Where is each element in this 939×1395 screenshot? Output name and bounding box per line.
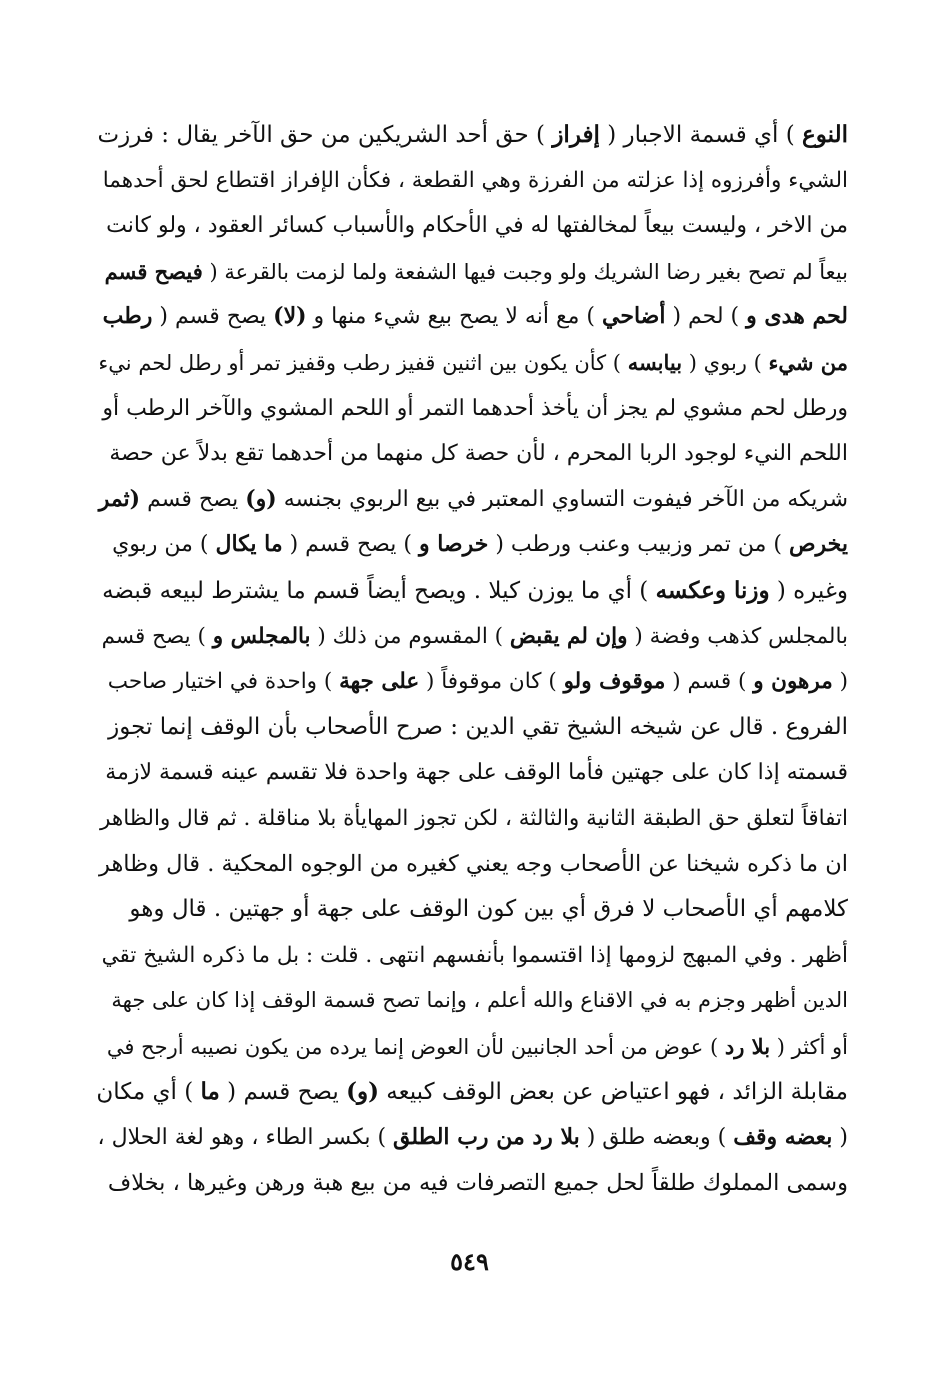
bold-term: بعضه وقف bbox=[733, 1124, 833, 1151]
text-segment: ) مع أنه لا يصح بيع شيء منها و bbox=[306, 304, 603, 330]
text-line bbox=[96, 568, 848, 614]
text-line bbox=[96, 933, 848, 979]
bold-term: لحم هدى و bbox=[746, 303, 848, 330]
text-segment: ) واحدة في اختيار صاحب bbox=[107, 669, 340, 695]
text-segment: ان ما ذكره شيخنا عن الأصحاب وجه يعني كغيره من الوجوه المحكية . قال وظاهر bbox=[99, 850, 848, 877]
bold-term: موقوف ولو bbox=[563, 669, 666, 695]
text-segment: ) لحم ( bbox=[665, 304, 747, 330]
bold-term: وزنا وعكسه bbox=[655, 576, 770, 604]
text-line bbox=[96, 158, 848, 204]
bold-term: ما يكال bbox=[215, 531, 283, 558]
bold-term: بيابسه bbox=[627, 349, 683, 375]
text-line bbox=[96, 112, 848, 158]
text-segment: ) أي ما يوزن كيلا . ويصح أيضاً قسم ما يشترط لبيعه قبضه bbox=[102, 577, 656, 604]
text-segment: يصح قسم ( bbox=[219, 1079, 347, 1106]
text-segment: كلامهم أي الأصحاب لا فرق أي بين كون الوقف على جهة أو جهتين . قال وهو bbox=[129, 896, 848, 923]
text-segment: ) يصح قسم ( bbox=[282, 532, 419, 558]
text-segment: ) أي مكان bbox=[96, 1079, 201, 1106]
text-segment: وغيره ( bbox=[769, 577, 848, 604]
bold-term: يخرص bbox=[788, 531, 848, 558]
text-segment: شريكه من الآخر فيفوت التساوي المعتبر في بيع الربوي بجنسه bbox=[276, 486, 848, 512]
text-line bbox=[96, 203, 848, 249]
text-line bbox=[96, 1069, 848, 1115]
text-line bbox=[96, 978, 848, 1024]
text-line bbox=[96, 1115, 848, 1161]
text-segment: ) كان موقوفاً ( bbox=[419, 669, 564, 695]
text-segment: ) من ربوي bbox=[112, 532, 216, 558]
bold-term: أضاحي bbox=[602, 303, 666, 330]
text-line bbox=[96, 477, 848, 523]
bold-term: (و) bbox=[346, 1078, 379, 1106]
text-line bbox=[96, 614, 848, 660]
text-segment: اتفاقاً لتعلق حق الطبقة الثانية والثالثة ، لكن تجوز المهايأة بلا مناقلة . ثم قال والظاهر bbox=[100, 805, 848, 831]
bold-term: خرصا و bbox=[418, 531, 489, 558]
text-segment: ورطل لحم مشوي لم يجز أن يأخذ أحدهما التمر أو اللحم المشوي والآخر الرطب أو bbox=[102, 395, 848, 421]
text-segment: الدين أظهر وجزم به في الاقناع والله أعلم ، وإنما تصح قسمة الوقف إذا كان على جهة bbox=[111, 988, 848, 1013]
text-line bbox=[96, 842, 848, 888]
bold-term: (لا) bbox=[273, 303, 307, 330]
text-line bbox=[96, 796, 848, 842]
text-line bbox=[96, 249, 848, 295]
text-segment: ) يصح قسم bbox=[101, 623, 213, 649]
bold-term: بلا رد من رب الطلق bbox=[393, 1124, 580, 1151]
text-segment: ) بكسر الطاء ، وهو لغة الحلال ، bbox=[97, 1125, 394, 1151]
text-segment: ) عوض من أحد الجانبين لأن العوض إنما يرده من يكون نصيبه أرجح في bbox=[106, 1034, 725, 1059]
bold-term: مرهون و bbox=[753, 669, 833, 695]
text-line bbox=[96, 431, 848, 477]
text-line bbox=[96, 340, 848, 386]
bold-term: بالمجلس و bbox=[212, 623, 311, 649]
text-segment: يصح قسم ( bbox=[152, 304, 274, 330]
text-segment: ) أي قسمة الاجبار ( bbox=[599, 122, 803, 148]
text-segment: ( bbox=[832, 1125, 848, 1151]
text-segment: أو أكثر ( bbox=[770, 1034, 848, 1059]
text-segment: بيعاً لم تصح بغير رضا الشريك ولو وجبت فيها الشفعة ولما لزمت بالقرعة ( bbox=[202, 259, 848, 284]
bold-term: من شيء bbox=[768, 349, 848, 375]
text-segment: الشيء وأفرزوه إذا عزلته من الفرزة وهي القطعة ، فكأن الإفراز اقتطاع لحق أحدهما bbox=[102, 167, 848, 193]
text-segment: أظهر . وفي المبهج لزومها إذا اقتسموا بأنفسهم انتهى . قلت : بل ما ذكره الشيخ تقي bbox=[101, 942, 848, 968]
text-line bbox=[96, 887, 848, 933]
text-line bbox=[96, 1161, 848, 1207]
text-segment: ) كأن يكون بين اثنين قفيز رطب وقفيز تمر أو رطل لحم نيء bbox=[98, 350, 628, 375]
bold-term: فيصح قسم bbox=[104, 258, 203, 284]
bold-term: (ثمر bbox=[98, 485, 141, 512]
bold-term: رطب bbox=[102, 303, 153, 330]
text-segment: بالمجلس كذهب وفضة ( bbox=[627, 623, 848, 649]
bold-term: إفراز bbox=[552, 121, 600, 148]
text-segment: ) المقسوم من ذلك ( bbox=[310, 623, 510, 649]
text-segment: الفروع . قال عن شيخه الشيخ تقي الدين : صرح الأصحاب بأن الوقف إنما تجوز bbox=[108, 713, 848, 740]
bold-term: ما bbox=[200, 1078, 220, 1106]
body-text bbox=[96, 112, 848, 1206]
text-line bbox=[96, 522, 848, 568]
page-number: ٥٤٩ bbox=[450, 1247, 489, 1276]
text-segment: ) ربوي ( bbox=[682, 350, 769, 375]
bold-term: وإن لم يقبض bbox=[509, 623, 628, 649]
bold-term: النوع bbox=[802, 121, 848, 148]
text-line bbox=[96, 1024, 848, 1070]
text-segment: اللحم النيء لوجود الربا المحرم ، لأن حصة كل منهما من أحدهما تقع بدلاً عن حصة bbox=[109, 441, 848, 467]
text-segment: وسمى المملوك طلقاً لحل جميع التصرفات فيه من بيع هبة ورهن وغيرها ، بخلاف bbox=[107, 1169, 848, 1196]
text-segment: من الاخر ، وليست بيعاً لمخالفتها له في الأحكام والأسباب كسائر العقود ، ولو كانت bbox=[106, 213, 848, 239]
text-segment: ) من تمر وزبيب وعنب ورطب ( bbox=[488, 532, 789, 558]
text-segment: مقابلة الزائد ، فهو اعتياض عن بعض الوقف كبيعه bbox=[378, 1079, 848, 1106]
text-segment: ( bbox=[832, 669, 848, 695]
text-segment: ) قسم ( bbox=[665, 669, 754, 695]
text-segment: ) وبعضه طلق ( bbox=[579, 1125, 734, 1151]
text-line bbox=[96, 294, 848, 340]
text-line bbox=[96, 750, 848, 796]
bold-term: بلا رد bbox=[724, 1033, 771, 1059]
text-segment: يصح قسم bbox=[140, 486, 246, 512]
bold-term: على جهة bbox=[339, 669, 420, 695]
text-line bbox=[96, 659, 848, 705]
text-line bbox=[96, 386, 848, 432]
text-segment: قسمته إذا كان على جهتين فأما الوقف على جهة واحدة فلا تقسم عينه قسمة لازمة bbox=[105, 760, 848, 786]
text-line bbox=[96, 705, 848, 751]
bold-term: (و) bbox=[245, 485, 277, 512]
text-segment: ) حق أحد الشريكين من حق الآخر يقال : فرزت bbox=[97, 122, 553, 148]
